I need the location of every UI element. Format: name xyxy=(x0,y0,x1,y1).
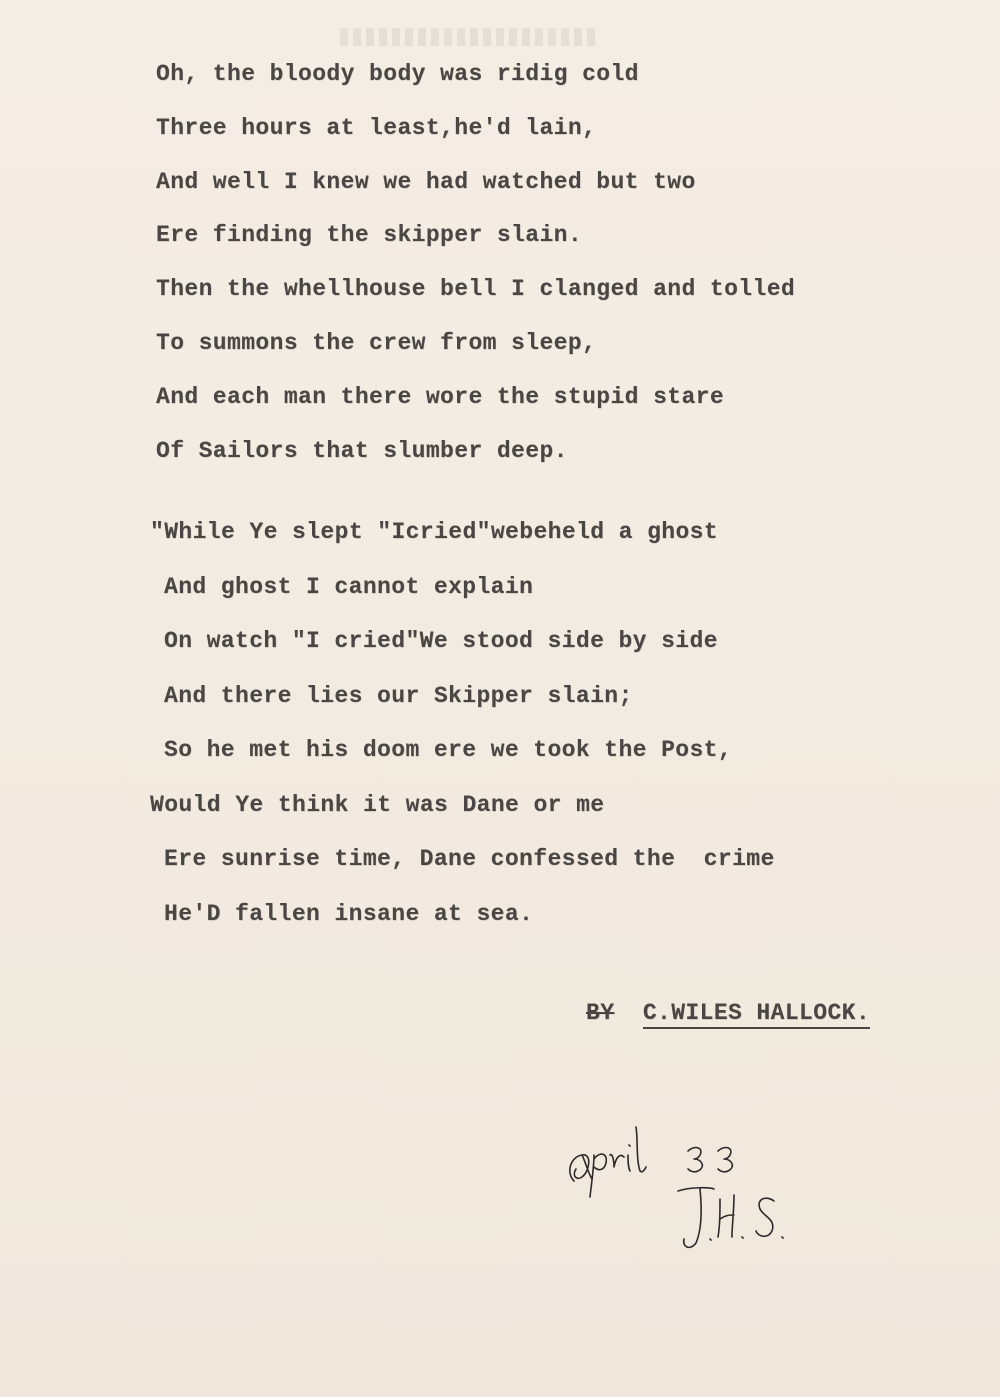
poem-line: And ghost I cannot explain xyxy=(164,573,534,600)
poem-line: Of Sailors that slumber deep. xyxy=(156,437,568,464)
handwritten-date-and-initials xyxy=(560,1115,820,1265)
poem-line: Ere finding the skipper slain. xyxy=(156,222,583,249)
poem-stanza-1 xyxy=(156,48,795,478)
poem-line: Three hours at least,he'd lain, xyxy=(156,114,597,141)
author-signature xyxy=(586,1000,870,1026)
poem-line: And there lies our Skipper slain; xyxy=(164,682,633,709)
poem-line: Would Ye think it was Dane or me xyxy=(150,791,605,818)
poem-line: "While Ye slept "Icried"webeheld a ghost xyxy=(150,519,719,545)
poem-line: And well I knew we had watched but two xyxy=(156,168,696,195)
poem-line: So he met his doom ere we took the Post, xyxy=(164,737,733,763)
poem-line: Oh, the bloody body was ridig cold xyxy=(156,61,639,87)
author-name: C.WILES HALLOCK. xyxy=(643,1000,870,1029)
bleed-through-text xyxy=(340,28,600,46)
handwritten-annotation xyxy=(560,1115,820,1265)
poem-line: To summons the crew from sleep, xyxy=(156,329,597,356)
struck-byline-prefix: BY xyxy=(586,1000,615,1026)
poem-stanza-2 xyxy=(150,505,775,941)
poem-line: On watch "I cried"We stood side by side xyxy=(164,628,718,654)
poem-line: And each man there wore the stupid stare xyxy=(156,383,725,410)
poem-line: Then the whellhouse bell I clanged and tolled xyxy=(156,276,796,303)
poem-line: He'D fallen insane at sea. xyxy=(164,900,534,927)
poem-line: Ere sunrise time, Dane confessed the crime xyxy=(164,846,775,872)
